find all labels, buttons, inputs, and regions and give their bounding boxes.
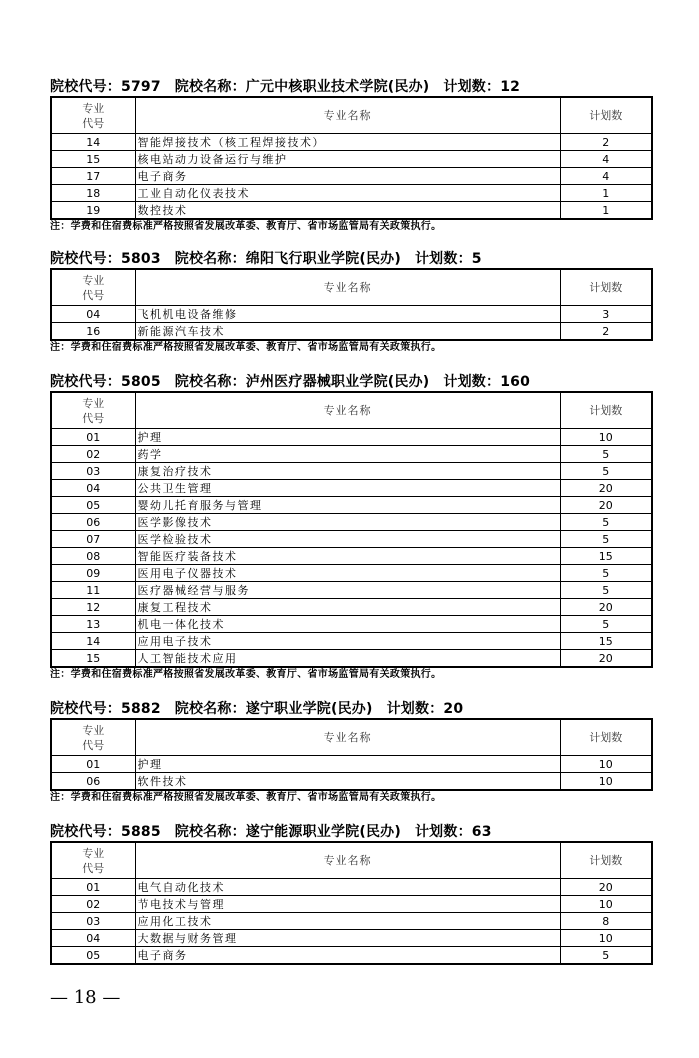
table-row [51, 306, 652, 323]
table-row [51, 930, 652, 947]
plan-total: 12 [500, 79, 521, 95]
column-header: 专业名称 [135, 842, 560, 879]
major-name: 药学 [135, 446, 560, 463]
fee-note: 注：学费和住宿费标准严格按照省发展改革委、教育厅、省市场监管局有关政策执行。 [50, 792, 442, 803]
major-plan-count: 10 [560, 756, 652, 773]
major-plan-count: 10 [560, 896, 652, 913]
table-row [51, 879, 652, 896]
major-plan-count: 4 [560, 151, 652, 168]
school-block [50, 700, 653, 805]
school-block [50, 250, 653, 355]
major-name: 医用电子仪器技术 [135, 565, 560, 582]
school-block [50, 373, 653, 682]
column-header: 专业名称 [135, 269, 560, 306]
column-header: 计划数 [560, 392, 652, 429]
school-name: 绵阳飞行职业学院(民办) [245, 251, 401, 267]
major-code: 09 [51, 565, 135, 582]
major-code: 02 [51, 896, 135, 913]
table-row [51, 650, 652, 668]
major-plan-count: 15 [560, 548, 652, 565]
major-name: 护理 [135, 429, 560, 446]
fee-note: 注：学费和住宿费标准严格按照省发展改革委、教育厅、省市场监管局有关政策执行。 [50, 221, 442, 232]
plan-total: 20 [443, 701, 464, 717]
table-header-row [51, 392, 652, 429]
major-table [50, 268, 653, 341]
major-name: 电气自动化技术 [135, 879, 560, 896]
school-name: 遂宁职业学院(民办) [245, 701, 373, 717]
school-name-label: 院校名称： [174, 251, 246, 267]
major-code: 03 [51, 463, 135, 480]
major-table [50, 391, 653, 668]
major-plan-count: 20 [560, 599, 652, 616]
table-row [51, 531, 652, 548]
major-name: 人工智能技术应用 [135, 650, 560, 668]
major-plan-count: 5 [560, 514, 652, 531]
major-code: 06 [51, 514, 135, 531]
major-code: 04 [51, 480, 135, 497]
table-row [51, 480, 652, 497]
table-row [51, 151, 652, 168]
fee-note: 注：学费和住宿费标准严格按照省发展改革委、教育厅、省市场监管局有关政策执行。 [50, 669, 442, 680]
school-code: 5797 [121, 79, 161, 95]
major-name: 电子商务 [135, 168, 560, 185]
major-code: 05 [51, 947, 135, 965]
major-table [50, 96, 653, 220]
major-plan-count: 20 [560, 497, 652, 514]
major-name: 新能源汽车技术 [135, 323, 560, 341]
major-name: 医疗器械经营与服务 [135, 582, 560, 599]
table-row [51, 446, 652, 463]
school-code: 5803 [121, 251, 161, 267]
major-plan-count: 5 [560, 582, 652, 599]
plan-label: 计划数： [386, 701, 444, 717]
table-header-row [51, 719, 652, 756]
column-header: 计划数 [560, 269, 652, 306]
major-code: 04 [51, 306, 135, 323]
major-name: 康复治疗技术 [135, 463, 560, 480]
table-row [51, 616, 652, 633]
plan-label: 计划数： [443, 374, 501, 390]
column-header: 专业代号 [51, 719, 135, 756]
major-plan-count: 5 [560, 463, 652, 480]
major-name: 机电一体化技术 [135, 616, 560, 633]
major-name: 医学检验技术 [135, 531, 560, 548]
school-code-label: 院校代号： [50, 824, 121, 840]
plan-total: 5 [471, 251, 482, 267]
school-name-label: 院校名称： [174, 701, 246, 717]
major-plan-count: 10 [560, 930, 652, 947]
major-plan-count: 20 [560, 650, 652, 668]
major-code: 01 [51, 879, 135, 896]
major-plan-count: 8 [560, 913, 652, 930]
major-plan-count: 1 [560, 185, 652, 202]
major-code: 03 [51, 913, 135, 930]
table-row [51, 633, 652, 650]
major-name: 大数据与财务管理 [135, 930, 560, 947]
major-table [50, 718, 653, 791]
table-row [51, 756, 652, 773]
table-row [51, 565, 652, 582]
major-code: 19 [51, 202, 135, 220]
plan-label: 计划数： [414, 251, 472, 267]
major-code: 01 [51, 756, 135, 773]
school-name: 泸州医疗器械职业学院(民办) [245, 374, 430, 390]
major-code: 13 [51, 616, 135, 633]
school-header [50, 373, 653, 391]
major-plan-count: 4 [560, 168, 652, 185]
major-plan-count: 20 [560, 480, 652, 497]
table-header-row [51, 842, 652, 879]
major-name: 护理 [135, 756, 560, 773]
column-header: 专业代号 [51, 269, 135, 306]
column-header: 计划数 [560, 719, 652, 756]
table-row [51, 429, 652, 446]
major-name: 智能医疗装备技术 [135, 548, 560, 565]
major-name: 婴幼儿托育服务与管理 [135, 497, 560, 514]
school-header [50, 250, 653, 268]
table-row [51, 168, 652, 185]
column-header: 专业代号 [51, 392, 135, 429]
plan-label: 计划数： [414, 824, 472, 840]
major-code: 07 [51, 531, 135, 548]
plan-total: 160 [500, 374, 531, 390]
major-plan-count: 3 [560, 306, 652, 323]
column-header: 计划数 [560, 97, 652, 134]
major-plan-count: 2 [560, 134, 652, 151]
major-code: 11 [51, 582, 135, 599]
school-name-label: 院校名称： [174, 79, 246, 95]
table-row [51, 947, 652, 965]
school-name-label: 院校名称： [174, 374, 246, 390]
column-header: 专业名称 [135, 392, 560, 429]
table-header-row [51, 269, 652, 306]
major-code: 16 [51, 323, 135, 341]
table-row [51, 514, 652, 531]
major-plan-count: 10 [560, 773, 652, 791]
fee-note: 注：学费和住宿费标准严格按照省发展改革委、教育厅、省市场监管局有关政策执行。 [50, 342, 442, 353]
major-name: 核电站动力设备运行与维护 [135, 151, 560, 168]
major-code: 12 [51, 599, 135, 616]
table-row [51, 773, 652, 791]
major-plan-count: 5 [560, 947, 652, 965]
school-code: 5805 [121, 374, 161, 390]
school-name: 广元中核职业技术学院(民办) [245, 79, 430, 95]
school-code: 5885 [121, 824, 161, 840]
plan-total: 63 [471, 824, 492, 840]
table-row [51, 548, 652, 565]
table-row [51, 134, 652, 151]
major-name: 公共卫生管理 [135, 480, 560, 497]
school-code: 5882 [121, 701, 161, 717]
major-name: 医学影像技术 [135, 514, 560, 531]
column-header: 计划数 [560, 842, 652, 879]
major-plan-count: 10 [560, 429, 652, 446]
table-row [51, 323, 652, 341]
major-name: 数控技术 [135, 202, 560, 220]
table-row [51, 582, 652, 599]
major-name: 工业自动化仪表技术 [135, 185, 560, 202]
school-header [50, 823, 653, 841]
table-row [51, 497, 652, 514]
column-header: 专业代号 [51, 842, 135, 879]
plan-label: 计划数： [443, 79, 501, 95]
page-number: — 18 — [50, 987, 121, 1008]
major-code: 17 [51, 168, 135, 185]
school-code-label: 院校代号： [50, 374, 121, 390]
table-row [51, 463, 652, 480]
major-code: 02 [51, 446, 135, 463]
major-plan-count: 5 [560, 616, 652, 633]
column-header: 专业名称 [135, 97, 560, 134]
major-code: 08 [51, 548, 135, 565]
major-code: 01 [51, 429, 135, 446]
major-name: 应用化工技术 [135, 913, 560, 930]
major-plan-count: 1 [560, 202, 652, 220]
major-code: 14 [51, 134, 135, 151]
major-table [50, 841, 653, 965]
table-row [51, 896, 652, 913]
major-plan-count: 5 [560, 531, 652, 548]
major-plan-count: 5 [560, 446, 652, 463]
school-block [50, 823, 653, 965]
table-row [51, 599, 652, 616]
major-code: 18 [51, 185, 135, 202]
table-row [51, 913, 652, 930]
school-name-label: 院校名称： [174, 824, 246, 840]
major-plan-count: 2 [560, 323, 652, 341]
major-code: 14 [51, 633, 135, 650]
major-code: 06 [51, 773, 135, 791]
major-plan-count: 5 [560, 565, 652, 582]
school-code-label: 院校代号： [50, 79, 121, 95]
major-name: 飞机机电设备维修 [135, 306, 560, 323]
major-code: 15 [51, 151, 135, 168]
table-row [51, 202, 652, 220]
major-name: 电子商务 [135, 947, 560, 965]
column-header: 专业代号 [51, 97, 135, 134]
major-name: 软件技术 [135, 773, 560, 791]
major-code: 15 [51, 650, 135, 668]
school-header [50, 78, 653, 96]
school-name: 遂宁能源职业学院(民办) [245, 824, 401, 840]
major-plan-count: 15 [560, 633, 652, 650]
major-plan-count: 20 [560, 879, 652, 896]
major-name: 应用电子技术 [135, 633, 560, 650]
table-header-row [51, 97, 652, 134]
major-name: 智能焊接技术（核工程焊接技术） [135, 134, 560, 151]
column-header: 专业名称 [135, 719, 560, 756]
major-code: 04 [51, 930, 135, 947]
school-block [50, 78, 653, 234]
major-name: 康复工程技术 [135, 599, 560, 616]
table-row [51, 185, 652, 202]
school-header [50, 700, 653, 718]
major-name: 节电技术与管理 [135, 896, 560, 913]
school-code-label: 院校代号： [50, 251, 121, 267]
major-code: 05 [51, 497, 135, 514]
school-code-label: 院校代号： [50, 701, 121, 717]
